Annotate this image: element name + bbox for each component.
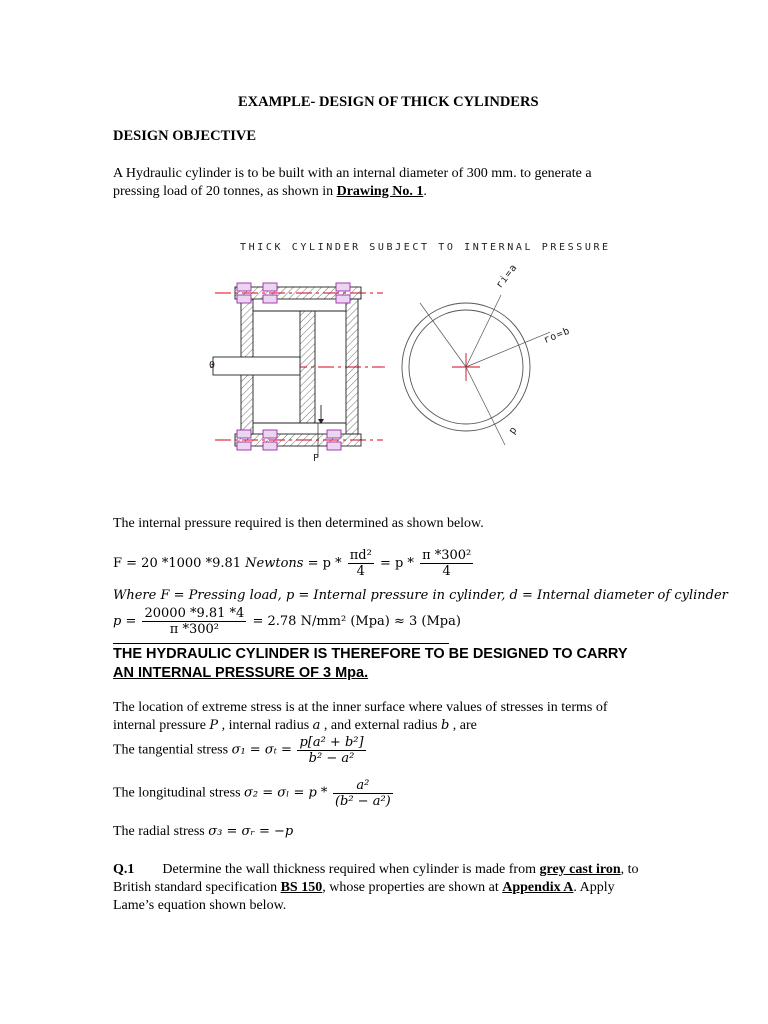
radial-label: The radial stress [113,824,209,839]
bolt-head-top-mid [263,283,277,291]
question-1-line-1: Q.1 Determine the wall thickness required when cylinder is made from grey cast iron, to [113,862,639,877]
appendix-a-link[interactable]: Appendix A [502,880,574,895]
symbol-p: P [209,718,219,733]
question-1-line-2: British standard specification BS 150, whose properties are shown at Appendix A. Apply [113,880,615,895]
cylinder-right-wall [346,299,358,434]
piston [300,311,315,423]
page-title: EXAMPLE- DESIGN OF THICK CYLINDERS [238,94,539,110]
bolt-head-top-right [336,283,350,291]
conclusion-line-2: AN INTERNAL PRESSURE OF 3 Mpa. [113,665,369,681]
longitudinal-fraction: $\frac{\text{a²}}{\text{(b² − a²)}}$ [334,778,391,809]
longitudinal-label: The longitudinal stress [113,785,245,801]
eq2-rhs: = 2.78 N/mm² (Mpa) ≈ 3 (Mpa) [252,614,461,629]
piston-rod [213,357,300,375]
bolt-head-bottom-mid [263,430,277,438]
question-number: Q.1 [113,862,135,877]
pressure-dim-line [466,367,505,445]
objective-line-2-text: pressing load of 20 tonnes, as shown in [113,184,337,199]
eq1-eq: = p * [303,556,342,571]
eq1-lhs: F = 20 *1000 *9.81 [113,556,246,571]
section-heading-design-objective: DESIGN OBJECTIVE [113,128,257,144]
bolt-nut-top-right [336,295,350,303]
equation-divider [113,643,449,644]
location-line-1: The location of extreme stress is at the inner surface where values of stresses in terms of [113,700,608,715]
where-definitions: Where F = Pressing load, p = Internal pressure in cylinder, d = Internal diameter of cylinder [113,588,728,603]
radial-expr: σ₃ = σᵣ = −p [208,824,294,839]
conclusion-line-1: THE HYDRAULIC CYLINDER IS THEREFORE TO BE DESIGNED TO CARRY [113,646,628,662]
radius-ro-line [466,325,550,367]
symbol-a: a [312,718,321,733]
label-ri: ri=a [494,261,520,291]
equation-pressure [113,606,461,637]
bolt-nut-bottom-mid [263,442,277,450]
eq2-lhs: p = [113,614,141,629]
bs150-link[interactable]: BS 150 [280,880,323,895]
bolt-nut-top-left [237,295,251,303]
drawing-reference-link[interactable]: Drawing No. 1 [336,184,424,199]
objective-line-2-end: . [423,184,427,199]
pressure-intro: The internal pressure required is then determined as shown below. [113,516,484,531]
objective-line-1: A Hydraulic cylinder is to be built with an internal diameter of 300 mm. to generate a [113,166,592,181]
bolt-nut-bottom-right [327,442,341,450]
location-line-2: internal pressure P , internal radius a , and external radius b , are [113,718,477,733]
bolt-nut-top-mid [263,295,277,303]
bolt-head-bottom-left [237,430,251,438]
bolt-head-top-left [237,283,251,291]
eq1-unit: Newtons [245,556,304,571]
label-ro: ro=b [542,325,573,347]
grey-cast-iron-link[interactable]: grey cast iron [539,862,621,877]
eq1-mid: = p * [379,556,414,571]
tangential-lhs: σ₁ = σₜ = [231,742,292,758]
question-1-line-3: Lame’s equation shown below. [113,898,287,913]
label-pressure-right: p [507,424,521,437]
radial-stress [113,824,293,840]
objective-line-2 [113,184,427,200]
label-pressure-bottom: P [313,453,321,464]
eq1-fraction-2: $\frac{\text{π *300²}}{4}$ [422,548,472,579]
tangential-label: The tangential stress [113,742,232,758]
label-rod-end: 0 [209,360,217,371]
bolt-head-bottom-right [327,430,341,438]
tangential-fraction: $\frac{\text{p[a² + b²]}}{\text{b² − a²}}$ [299,735,364,766]
bottom-end-plate [235,434,361,446]
longitudinal-stress [113,778,395,809]
equation-load [113,548,475,579]
eq1-fraction-1: $\frac{\text{πd²}}{4}$ [349,548,372,579]
eq2-fraction: $\frac{20000 *9.81 *4}{\text{π *300²}}$ [144,606,245,637]
bolt-nut-bottom-left [237,442,251,450]
symbol-b: b [440,718,450,733]
tangential-stress [113,735,368,766]
drawing-caption: THICK CYLINDER SUBJECT TO INTERNAL PRESSURE [240,242,611,253]
longitudinal-lhs: σ₂ = σₗ = p * [244,785,328,801]
